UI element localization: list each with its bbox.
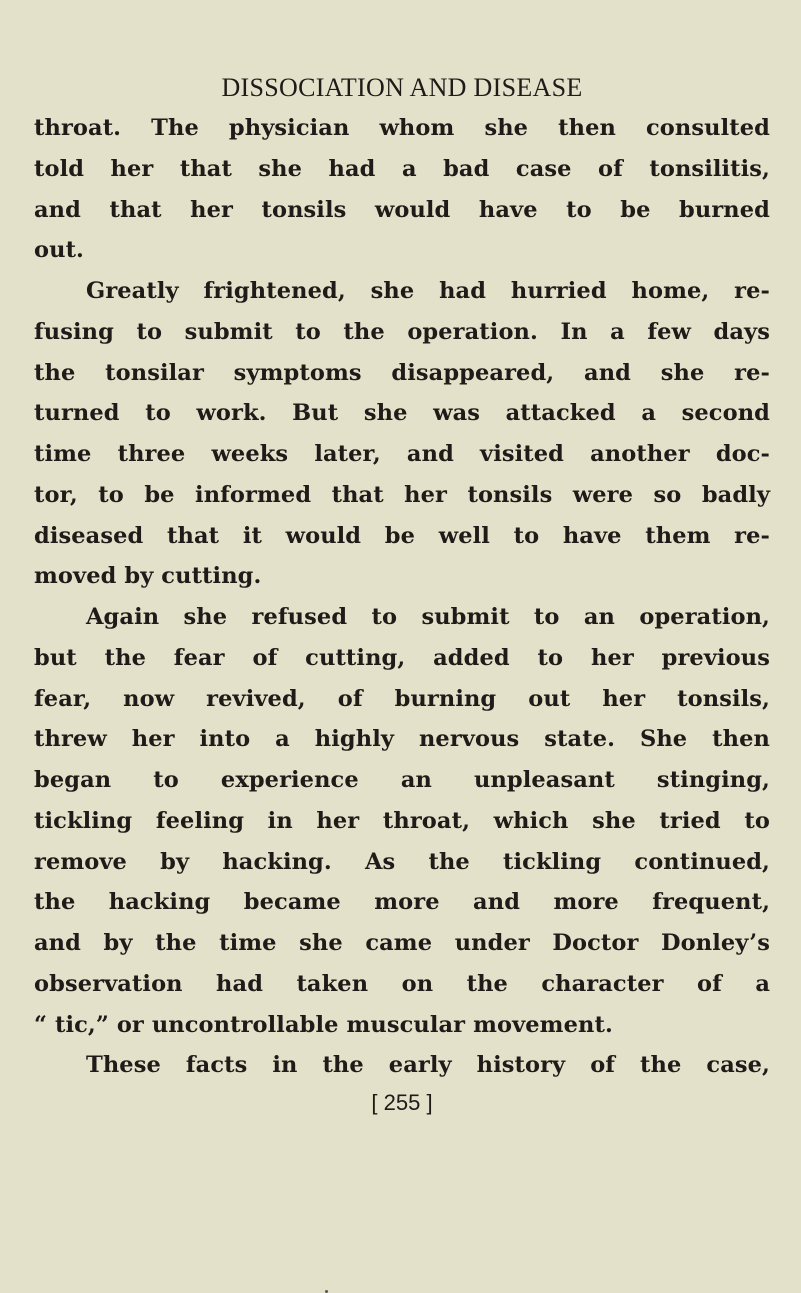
text-line: throat. The physician whom she then consulted	[34, 115, 770, 141]
text-line: Greatly frightened, she had hurried home, re-	[86, 278, 770, 304]
text-line: turned to work. But she was attacked a second	[34, 400, 770, 427]
text-line: moved by cutting.	[34, 563, 262, 590]
text-line: observation had taken on the character of a	[34, 970, 770, 997]
text-line: remove by hacking. As the tickling continued,	[34, 848, 770, 875]
book-page	[34, 68, 770, 1278]
text-line: These facts in the early history of the case,	[86, 1052, 770, 1079]
text-line: threw her into a highly nervous state. She then	[34, 726, 770, 753]
text-line: told her that she had a bad case of tonsilitis,	[34, 155, 770, 182]
text-line: and that her tonsils would have to be burned	[34, 196, 770, 223]
body-text	[34, 108, 770, 1086]
text-line: but the fear of cutting, added to her previous	[34, 644, 770, 671]
text-line: tickling feeling in her throat, which she tried to	[34, 807, 770, 834]
text-line: Again she refused to submit to an operation,	[86, 604, 770, 630]
text-line: and by the time she came under Doctor Donley’s	[34, 930, 770, 956]
text-line: fear, now revived, of burning out her tonsils,	[34, 685, 770, 712]
text-line: the hacking became more and more frequent,	[34, 889, 770, 916]
page-number: [ 255 ]	[371, 1090, 433, 1115]
text-line: out.	[34, 237, 84, 264]
running-head: DISSOCIATION AND DISEASE	[221, 73, 583, 102]
text-line: fusing to submit to the operation. In a few days	[34, 318, 770, 345]
text-line: “ tic,” or uncontrollable muscular movement.	[34, 1011, 613, 1038]
text-line: tor, to be informed that her tonsils were so badly	[34, 481, 770, 508]
text-line: diseased that it would be well to have them re-	[34, 522, 770, 549]
text-line: time three weeks later, and visited another doc-	[34, 441, 770, 467]
text-line: the tonsilar symptoms disappeared, and she re-	[34, 359, 770, 386]
text-line: began to experience an unpleasant stinging,	[34, 767, 770, 793]
